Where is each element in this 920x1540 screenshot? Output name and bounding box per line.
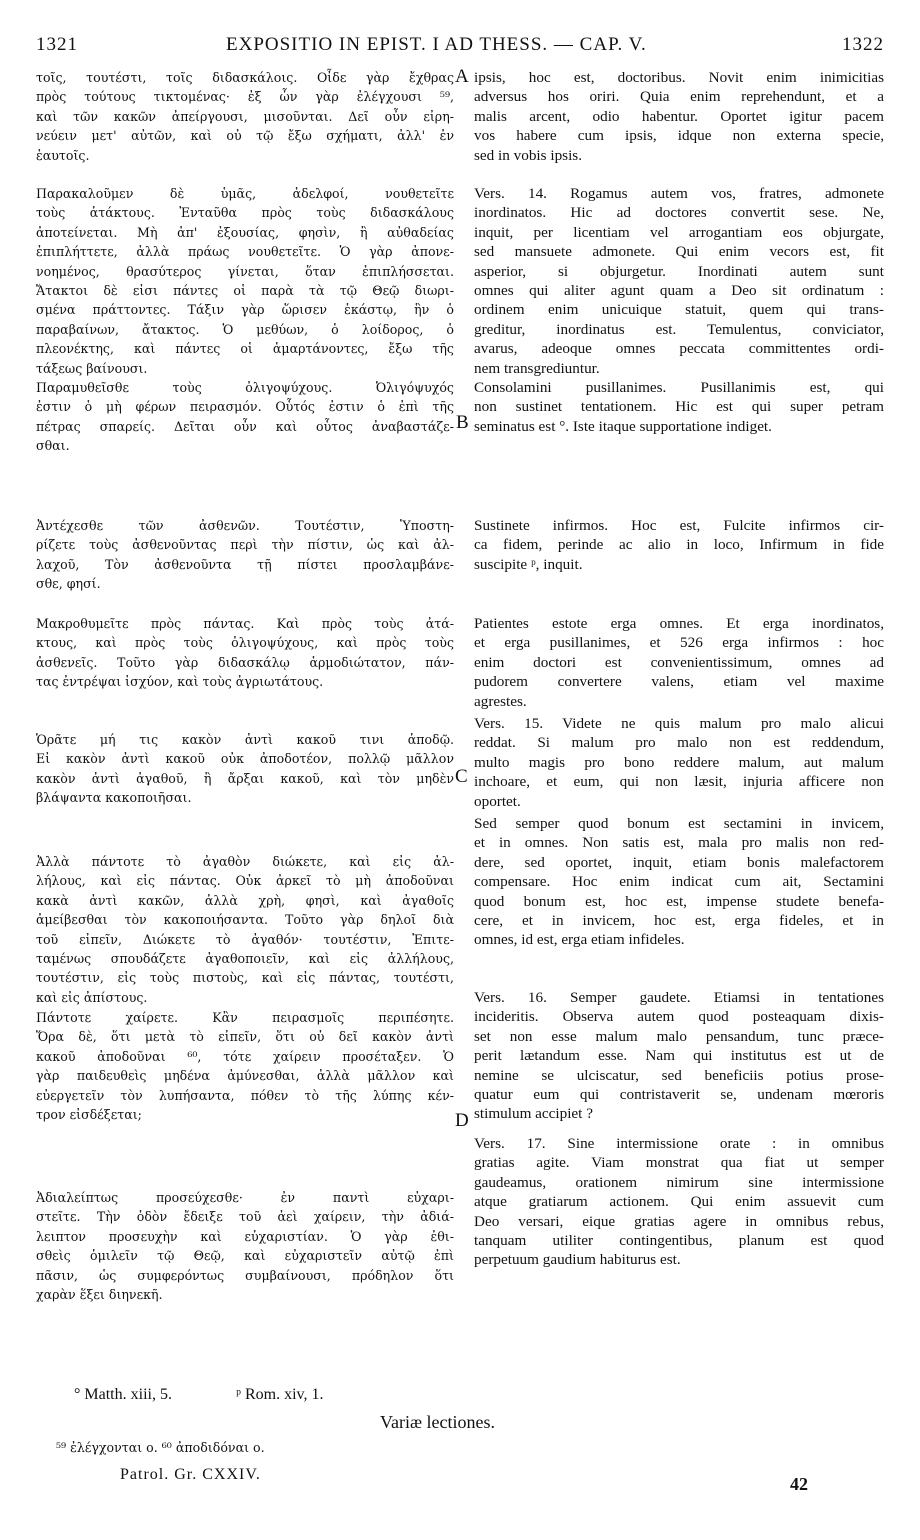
latin-line: reddat. Si malum pro malo non est reddendum, <box>474 734 884 752</box>
variant-readings: ⁵⁹ ἐλέγχονται ο. ⁶⁰ ἀποδιδόναι ο. <box>56 1440 265 1455</box>
latin-line: Patientes estote erga omnes. Et erga inordinatos, <box>474 615 884 632</box>
greek-line: Ἀντέχεσθε τῶν ἀσθενῶν. Τουτέστιν, Ὑποστη- <box>36 518 454 533</box>
greek-line: γὰρ παιδευθεὶς μηδένα ἀμύνεσθαι, ἀλλὰ μᾶλλον καὶ <box>36 1068 454 1084</box>
latin-line: non sustinet tentationem. Hic est qui super petram <box>474 398 884 416</box>
greek-line: τοῦ εἰπεῖν, Διώκετε τὸ ἀγαθόν· τουτέστιν, Ἐπιτε- <box>36 931 454 947</box>
latin-paragraph <box>474 516 884 574</box>
section-marker-d: D <box>455 1110 469 1131</box>
latin-line: inordinatos. Hic ad doctores convertit sese. Ne, <box>474 204 884 222</box>
latin-line: stimulum accipiet ? <box>474 1105 593 1123</box>
latin-line: compensare. Hoc enim indicat cum ait, Sectamini <box>474 873 884 891</box>
greek-line: σμένα πράττοντες. Τάξιν γὰρ ὥρισεν ἑκάστῳ, ἣν ὁ <box>36 302 454 318</box>
latin-paragraph <box>474 714 884 811</box>
greek-line: παραβαίνων, ἄτακτος. Ὁ μεθύων, ὁ λοίδορος, ὁ <box>36 321 454 337</box>
latin-line: greditur, inordinatus est. Temulentus, conviciator, <box>474 320 884 338</box>
latin-line: quod bonum est, hoc est, impense studete benefa- <box>474 892 884 910</box>
greek-line: κακὸν ἀντὶ ἀγαθοῦ, ἢ ἄρξαι κακοῦ, καὶ τὸν μηδὲν <box>36 770 454 786</box>
greek-line: λειπτον προσευχὴν καὶ εὐχαριστίαν. Ὁ γὰρ ἐθι- <box>36 1228 454 1244</box>
latin-paragraph <box>474 988 884 1124</box>
latin-line: omnes, id est, erga etiam infideles. <box>474 931 685 949</box>
latin-line: ca fidem, perinde ac alio in loco, Infirmum in fide <box>474 536 884 554</box>
footnote-p: ᵖ Rom. xiv, 1. <box>236 1386 324 1403</box>
latin-line: tanquam utiliter contingentibus, planum est quod <box>474 1232 884 1250</box>
greek-paragraph <box>36 184 454 378</box>
greek-line: νοημένος, θρασύτερος γίνεται, ὅταν ἐπιπλήσσεται. <box>36 263 454 279</box>
greek-line: ἐπιπλήττετε, ἀλλὰ πράως νουθετεῖτε. Ὁ γὰρ ἀπονε- <box>36 244 454 260</box>
greek-line: Παραμυθεῖσθε τοὺς ὀλιγοψύχους. Ὀλιγόψυχός <box>36 380 454 395</box>
greek-line: τοὺς ἀτάκτους. Ἐνταῦθα πρὸς τοὺς διδασκάλους <box>36 205 454 221</box>
greek-line: ἐστιν ὁ μὴ φέρων πειρασμόν. Οὗτός ἐστιν ὁ ἐπὶ τῆς <box>36 399 454 415</box>
greek-line: Ὅρα δὲ, ὅτι μετὰ τὸ εἰπεῖν, ὅτι οὐ δεῖ κακὸν ἀντὶ <box>36 1029 454 1045</box>
latin-paragraph <box>474 1134 884 1270</box>
latin-line: et erga pusillanimes, et 526 erga infirmos : hoc <box>474 634 884 652</box>
greek-paragraph <box>36 614 454 692</box>
greek-line: Παρακαλοῦμεν δὲ ὑμᾶς, ἀδελφοί, νουθετεῖτε <box>36 186 454 201</box>
greek-paragraph <box>36 1008 454 1124</box>
greek-line: ταμένως σπουδάζετε ἀγαθοποιεῖν, καὶ εἰς ἀλλήλους, <box>36 951 454 967</box>
latin-paragraph <box>474 614 884 711</box>
greek-line: Πάντοτε χαίρετε. Κἂν πειρασμοῖς περιπέσητε. <box>36 1010 454 1025</box>
latin-line: cere, et in invicem, hoc est, erga fideles, et in <box>474 912 884 930</box>
footnote-o: ° Matth. xiii, 5. <box>74 1386 172 1403</box>
greek-line: τας ἐντρέψαι ἰσχύον, καὶ τοὺς ἀγριωτάτους. <box>36 674 324 690</box>
latin-line: asperior, si objurgetur. Inordinati autem sunt <box>474 262 884 280</box>
latin-line: enim doctori est convenientissimum, omnes ad <box>474 653 884 671</box>
latin-line: Consolamini pusillanimes. Pusillanimis est, qui <box>474 379 884 396</box>
greek-line: ἀποτείνεται. Μὴ ἀπ' ἐξουσίας, φησὶν, ἢ αὐθαδείας <box>36 224 454 240</box>
section-marker-b: B <box>456 412 469 433</box>
latin-line: set non esse malum malo pensandum, tunc præce- <box>474 1027 884 1045</box>
greek-line: εὐεργετεῖν τὸν λυπήσαντα, πόθεν τὸ τῆς λύπης κέν- <box>36 1087 454 1103</box>
page-number-right: 1322 <box>842 34 884 55</box>
latin-paragraph <box>474 378 884 436</box>
greek-line: βλάψαντα κακοποιῆσαι. <box>36 790 192 806</box>
greek-line: πέτρας σπαρείς. Δεῖται οὖν καὶ οὗτος ἀναβαστάζε- <box>36 418 454 434</box>
greek-line: Ἀδιαλείπτως προσεύχεσθε· ἐν παντὶ εὐχαρι- <box>36 1190 454 1205</box>
latin-line: nemine se ulciscatur, sed beneficiis potius prose- <box>474 1066 884 1084</box>
greek-paragraph <box>36 378 454 456</box>
latin-line: gratias agite. Viam monstrat qua fiat ut semper <box>474 1154 884 1172</box>
latin-line: atque gratiarum actionem. Qui enim assuevit cum <box>474 1193 884 1211</box>
greek-line: νεύειν μετ' αὐτῶν, καὶ οὐ τῷ ἔξω σχήματι, ἀλλ' ἐν <box>36 128 454 144</box>
latin-line: incideritis. Observa autem quod posteaquam dixis- <box>474 1008 884 1026</box>
latin-line: omnes qui aliter agunt quam a Deo sit ordinatum : <box>474 282 884 300</box>
latin-line: Vers. 17. Sine intermissione orate : in omnibus <box>474 1135 884 1152</box>
latin-line: Vers. 16. Semper gaudete. Etiamsi in tentationes <box>474 989 884 1006</box>
greek-paragraph <box>36 516 454 594</box>
greek-line: τοῖς, τουτέστι, τοῖς διδασκάλοις. Οἶδε γὰρ ἔχθρας <box>36 70 454 85</box>
greek-line: Εἰ κακὸν ἀντὶ κακοῦ οὐκ ἀποδοτέον, πολλῷ μᾶλλον <box>36 751 454 767</box>
greek-line: Ὁρᾶτε μή τις κακὸν ἀντὶ κακοῦ τινι ἀποδῷ. <box>36 732 454 747</box>
greek-line: ἀσθενεῖς. Τοῦτο γὰρ διδασκάλῳ ἁρμοδιώτατον, πάν- <box>36 654 454 670</box>
section-marker-a: A <box>455 66 469 87</box>
latin-line: Vers. 14. Rogamus autem vos, fratres, admonete <box>474 185 884 202</box>
latin-line: inquit, per licentiam vel arrogantiam eos objurgate, <box>474 223 884 241</box>
latin-line: seminatus est °. Iste itaque supportatione indiget. <box>474 417 772 435</box>
latin-line: Sustinete infirmos. Hoc est, Fulcite infirmos cir- <box>474 517 884 534</box>
patrologia-signature: Patrol. Gr. CXXIV. <box>120 1466 261 1483</box>
latin-paragraph <box>474 814 884 950</box>
latin-line: ipsis, hoc est, doctoribus. Novit enim inimicitias <box>474 69 884 86</box>
latin-line: sed mansuete admonete. Qui enim vecors est, fit <box>474 243 884 261</box>
latin-line: suscipite ᵖ, inquit. <box>474 555 583 573</box>
latin-line: Sed semper quod bonum est sectamini in invicem, <box>474 815 884 832</box>
greek-line: τάξεως βαίνουσι. <box>36 360 148 376</box>
greek-line: ρίζετε τοὺς ἀσθενοῦντας περὶ τὴν πίστιν, ὡς καὶ ἀλ- <box>36 537 454 553</box>
latin-line: quatur eum qui contristaverit se, undenam mœroris <box>474 1086 884 1104</box>
latin-line: Deo versari, eique gratias agere in omnibus rebus, <box>474 1212 884 1230</box>
greek-line: τουτέστιν, εἰς τοὺς πιστοὺς, καὶ εἰς πάντας, τουτέστι, <box>36 970 454 986</box>
latin-line: vos habere cum ipsis, idque non externa specie, <box>474 127 884 145</box>
latin-line: agrestes. <box>474 692 527 710</box>
greek-line: Μακροθυμεῖτε πρὸς πάντας. Καὶ πρὸς τοὺς ἀτά- <box>36 616 454 631</box>
greek-line: λήλους, καὶ εἰς πάντας. Οὐκ ἀρκεῖ τὸ μὴ ἀποδοῦναι <box>36 873 454 889</box>
latin-paragraph <box>474 184 884 378</box>
latin-line: sed in vobis ipsis. <box>474 146 583 164</box>
greek-line: κακὰ ἀντὶ κακῶν, ἀλλὰ χρὴ, φησὶ, καὶ ἀγαθοῖς <box>36 892 454 908</box>
page-number-left: 1321 <box>36 34 78 55</box>
greek-line: ἑαυτοῖς. <box>36 147 90 163</box>
latin-line: pudorem convertere valens, etiam vel maxime <box>474 673 884 691</box>
greek-line: σθε, φησί. <box>36 576 101 592</box>
greek-line: κακοῦ ἀποδοῦναι ⁶⁰, τότε χαίρειν προσέταξεν. Ὁ <box>36 1048 454 1064</box>
latin-paragraph <box>474 68 884 165</box>
latin-line: inchoare, et eum, qui non læsit, injuria afficere non <box>474 773 884 791</box>
latin-line: avarus, adeoque omnes peccata committentes ordi- <box>474 340 884 358</box>
greek-line: πλεονέκτης, καὶ πάντες οἱ ἁμαρτάνοντες, ἔξω τῆς <box>36 341 454 357</box>
greek-line: στεῖτε. Τὴν ὁδὸν ἔδειξε τοῦ ἀεὶ χαίρειν, τὴν ἀδιά- <box>36 1209 454 1225</box>
greek-paragraph <box>36 1188 454 1304</box>
greek-line: τρον εἰσδέξεται; <box>36 1107 142 1123</box>
greek-line: σθαι. <box>36 438 70 454</box>
greek-line: πρὸς τούτους τικτομένας· ἐξ ὧν γὰρ ἐλέγχουσι ⁵⁹, <box>36 89 454 105</box>
variae-lectiones-heading: Variæ lectiones. <box>380 1412 495 1432</box>
greek-line: Ἀλλὰ πάντοτε τὸ ἀγαθὸν διώκετε, καὶ εἰς ἀλ- <box>36 854 454 869</box>
latin-line: multo magis pro bono reddere malum, aut malum <box>474 753 884 771</box>
greek-line: ἀμείβεσθαι τὸν κακοποιήσαντα. Τοῦτο γὰρ δηλοῖ διὰ <box>36 912 454 928</box>
greek-line: χαρὰν ἕξει διηνεκῆ. <box>36 1287 163 1303</box>
greek-paragraph <box>36 730 454 808</box>
signature-number: 42 <box>790 1474 808 1494</box>
greek-line: πᾶσιν, ὡς συμφερόντως συμβαίνουσι, πρόδηλον ὅτι <box>36 1267 454 1283</box>
latin-line: dere, sed oportet, inquit, etiam bonis malefactorem <box>474 853 884 871</box>
latin-line: adversus hos oriri. Quia enim reprehendunt, et a <box>474 88 884 106</box>
latin-line: ordinem enim unicuique statuit, quem qui trans- <box>474 301 884 319</box>
running-header <box>36 34 884 60</box>
greek-line: λαχοῦ, Τὸν ἀσθενοῦντα τῇ πίστει προσλαμβάνε- <box>36 556 454 572</box>
running-title: EXPOSITIO IN EPIST. I AD THESS. — CAP. V. <box>226 34 647 55</box>
greek-line: κτους, καὶ πρὸς τοὺς ὀλιγοψύχους, καὶ πρὸς τοὺς <box>36 635 454 651</box>
latin-line: nem transgrediuntur. <box>474 359 600 377</box>
latin-line: malis arcent, odio habentur. Oportet igitur pacem <box>474 107 884 125</box>
greek-line: καὶ τῶν κακῶν ἀπείργουσι, μισοῦνται. Δεῖ οὖν εἰρη- <box>36 108 454 124</box>
latin-line: perit lætandum esse. Nam qui institutus est ut de <box>474 1047 884 1065</box>
latin-line: perpetuum gaudium habiturus est. <box>474 1251 681 1269</box>
greek-paragraph <box>36 852 454 1007</box>
greek-line: Ἄτακτοι δὲ εἰσι πάντες οἱ παρὰ τὰ τῷ Θεῷ διωρι- <box>36 283 454 299</box>
greek-paragraph <box>36 68 454 165</box>
greek-line: σθεὶς ὁμιλεῖν τῷ Θεῷ, καὶ εὐχαριστεῖν αὐτῷ ἐπὶ <box>36 1248 454 1264</box>
latin-line: et in omnes. Non satis est, mala pro malis non red- <box>474 834 884 852</box>
section-marker-c: C <box>455 766 468 787</box>
greek-line: καὶ εἰς ἀπίστους. <box>36 989 148 1005</box>
latin-line: gaudeamus, orationem nimirum sine intermissione <box>474 1173 884 1191</box>
latin-line: oportet. <box>474 792 521 810</box>
latin-line: Vers. 15. Videte ne quis malum pro malo alicui <box>474 715 884 732</box>
